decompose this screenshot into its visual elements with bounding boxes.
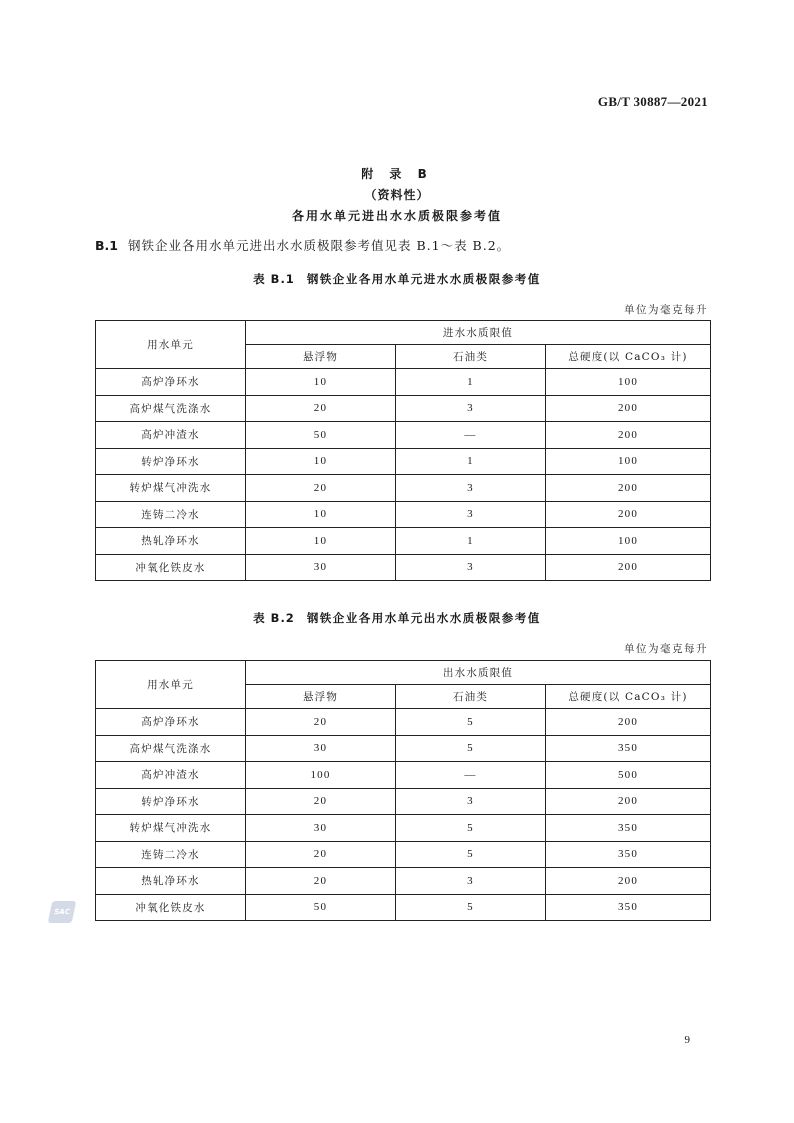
- cell-petroleum: 5: [396, 894, 546, 921]
- cell-total-hardness: 100: [546, 369, 711, 396]
- cell-suspended-solids: 50: [246, 894, 396, 921]
- cell-petroleum: 1: [396, 369, 546, 396]
- cell-unit: 高炉冲渣水: [96, 762, 246, 789]
- cell-unit: 连铸二冷水: [96, 841, 246, 868]
- table1-header-ss: 悬浮物: [246, 345, 396, 369]
- table-row: [96, 815, 711, 842]
- cell-total-hardness: 350: [546, 815, 711, 842]
- cell-unit: 高炉冲渣水: [96, 422, 246, 449]
- cell-suspended-solids: 30: [246, 554, 396, 581]
- cell-unit: 冲氧化铁皮水: [96, 894, 246, 921]
- cell-total-hardness: 100: [546, 448, 711, 475]
- cell-unit: 转炉煤气冲洗水: [96, 815, 246, 842]
- table2-caption: [0, 610, 794, 626]
- cell-suspended-solids: 10: [246, 528, 396, 555]
- cell-total-hardness: 500: [546, 762, 711, 789]
- table1-caption-title: 钢铁企业各用水单元进水水质极限参考值: [306, 272, 541, 286]
- cell-total-hardness: 200: [546, 475, 711, 502]
- table2-header-group: 出水水质限值: [246, 661, 711, 685]
- cell-total-hardness: 350: [546, 735, 711, 762]
- cell-petroleum: —: [396, 422, 546, 449]
- cell-total-hardness: 100: [546, 528, 711, 555]
- table2-unit: 单位为毫克每升: [624, 643, 708, 655]
- cell-unit: 高炉净环水: [96, 709, 246, 736]
- table-row: [96, 735, 711, 762]
- table-row: [96, 395, 711, 422]
- table-row: [96, 528, 711, 555]
- cell-petroleum: 3: [396, 788, 546, 815]
- cell-petroleum: 3: [396, 475, 546, 502]
- cell-suspended-solids: 10: [246, 369, 396, 396]
- appendix-nature: （资料性）: [364, 188, 430, 202]
- cell-petroleum: 5: [396, 815, 546, 842]
- table2-header-hardness: 总硬度(以 CaCO₃ 计): [546, 685, 711, 709]
- table-row: [96, 894, 711, 921]
- cell-unit: 热轧净环水: [96, 528, 246, 555]
- table-row: [96, 369, 711, 396]
- clause-text: 钢铁企业各用水单元进出水水质极限参考值见表 B.1～表 B.2。: [127, 238, 511, 253]
- table-row: [96, 841, 711, 868]
- table1-header-hardness: 总硬度(以 CaCO₃ 计): [546, 345, 711, 369]
- cell-suspended-solids: 100: [246, 762, 396, 789]
- cell-suspended-solids: 20: [246, 868, 396, 895]
- cell-unit: 转炉煤气冲洗水: [96, 475, 246, 502]
- table2-caption-title: 钢铁企业各用水单元出水水质极限参考值: [306, 611, 541, 625]
- table-row: [96, 709, 711, 736]
- cell-petroleum: 3: [396, 868, 546, 895]
- cell-unit: 转炉净环水: [96, 448, 246, 475]
- table1-header-group: 进水水质限值: [246, 321, 711, 345]
- cell-suspended-solids: 20: [246, 788, 396, 815]
- table-row: [96, 422, 711, 449]
- cell-total-hardness: 350: [546, 841, 711, 868]
- table2-header-unit: 用水单元: [96, 661, 246, 709]
- table1: [95, 320, 711, 581]
- cell-total-hardness: 200: [546, 554, 711, 581]
- cell-petroleum: 5: [396, 841, 546, 868]
- cell-petroleum: 3: [396, 501, 546, 528]
- appendix-title: 各用水单元进出水水质极限参考值: [291, 209, 502, 223]
- table1-caption-number: 表 B.1: [253, 272, 295, 286]
- table1-unit: 单位为毫克每升: [624, 304, 708, 316]
- table2-header-ss: 悬浮物: [246, 685, 396, 709]
- cell-unit: 转炉净环水: [96, 788, 246, 815]
- cell-unit: 热轧净环水: [96, 868, 246, 895]
- table1-caption: [0, 271, 794, 287]
- cell-petroleum: 5: [396, 735, 546, 762]
- cell-total-hardness: 200: [546, 501, 711, 528]
- cell-suspended-solids: 30: [246, 735, 396, 762]
- cell-unit: 高炉煤气洗涤水: [96, 395, 246, 422]
- cell-suspended-solids: 20: [246, 395, 396, 422]
- clause-b1: [95, 236, 510, 254]
- cell-suspended-solids: 10: [246, 448, 396, 475]
- standard-number: GB/T 30887—2021: [597, 94, 708, 109]
- cell-suspended-solids: 20: [246, 709, 396, 736]
- cell-total-hardness: 200: [546, 868, 711, 895]
- cell-petroleum: 1: [396, 528, 546, 555]
- cell-suspended-solids: 50: [246, 422, 396, 449]
- cell-total-hardness: 200: [546, 395, 711, 422]
- cell-total-hardness: 200: [546, 788, 711, 815]
- table-row: [96, 762, 711, 789]
- cell-suspended-solids: 30: [246, 815, 396, 842]
- sac-watermark-logo: SAC: [48, 901, 77, 923]
- cell-total-hardness: 200: [546, 709, 711, 736]
- table-row: [96, 475, 711, 502]
- clause-number: B.1: [95, 238, 118, 253]
- table-row: [96, 501, 711, 528]
- cell-petroleum: 5: [396, 709, 546, 736]
- cell-unit: 冲氧化铁皮水: [96, 554, 246, 581]
- cell-suspended-solids: 10: [246, 501, 396, 528]
- table-row: [96, 448, 711, 475]
- cell-petroleum: —: [396, 762, 546, 789]
- cell-total-hardness: 350: [546, 894, 711, 921]
- cell-petroleum: 3: [396, 554, 546, 581]
- appendix-label: 附 录 B: [361, 167, 433, 181]
- cell-suspended-solids: 20: [246, 841, 396, 868]
- cell-unit: 连铸二冷水: [96, 501, 246, 528]
- cell-unit: 高炉净环水: [96, 369, 246, 396]
- table-row: [96, 554, 711, 581]
- table2-header-oil: 石油类: [396, 685, 546, 709]
- cell-petroleum: 1: [396, 448, 546, 475]
- table1-header-oil: 石油类: [396, 345, 546, 369]
- table-row: [96, 868, 711, 895]
- page-number: 9: [684, 1034, 690, 1046]
- table2-caption-number: 表 B.2: [253, 611, 295, 625]
- cell-total-hardness: 200: [546, 422, 711, 449]
- cell-petroleum: 3: [396, 395, 546, 422]
- cell-unit: 高炉煤气洗涤水: [96, 735, 246, 762]
- table1-header-unit: 用水单元: [96, 321, 246, 369]
- cell-suspended-solids: 20: [246, 475, 396, 502]
- table2: [95, 660, 711, 921]
- table-row: [96, 788, 711, 815]
